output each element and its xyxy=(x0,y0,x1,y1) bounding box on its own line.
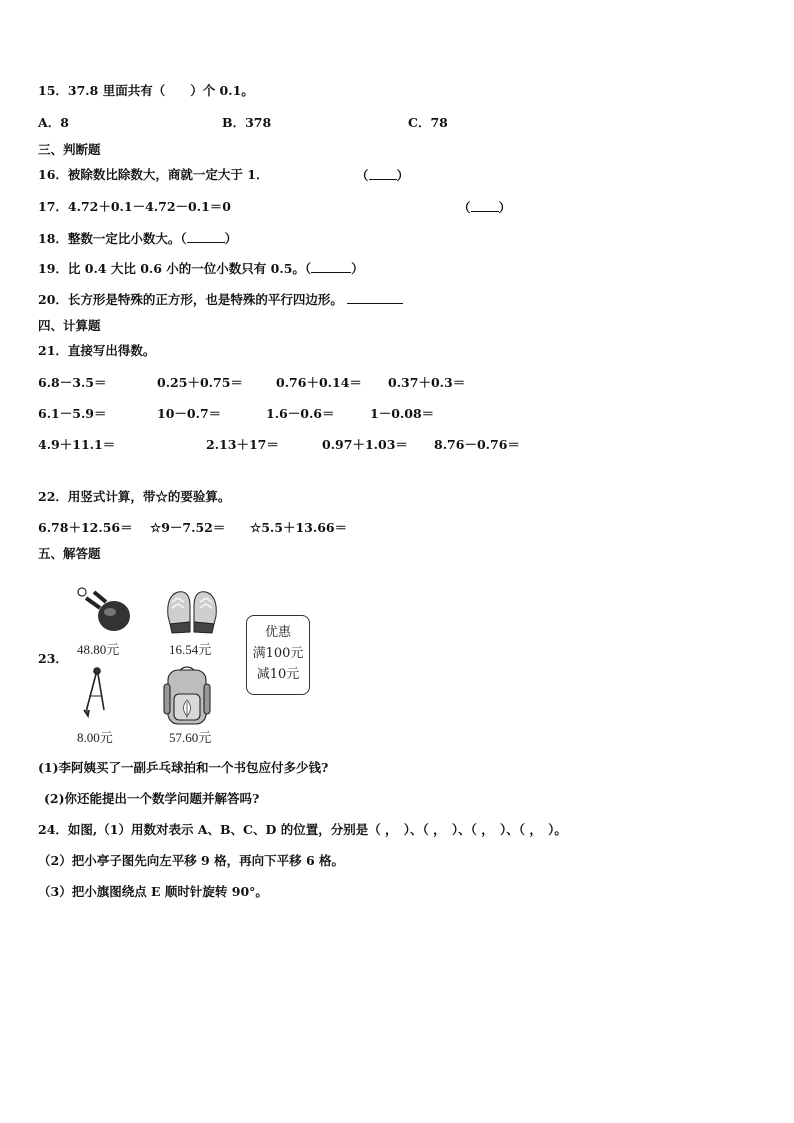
q18-answer-blank[interactable] xyxy=(187,230,225,243)
q19-line: 19．比 0.4 大比 0.6 小的一位小数只有 0.5。（ ） xyxy=(38,261,364,276)
q23-price-compass: 8.00元 xyxy=(77,730,113,745)
q23-price-gloves: 16.54元 xyxy=(169,642,212,657)
schoolbag-icon xyxy=(160,664,214,728)
q16-answer-blank[interactable] xyxy=(369,167,397,180)
promo-box xyxy=(246,615,310,695)
q21-expr: 0.76＋0.14＝ xyxy=(276,375,362,390)
q22-expr: ☆9－7.52＝ xyxy=(150,520,226,535)
q15-stem: 15．37.8 里面共有（ ）个 0.1。 xyxy=(38,83,254,98)
q21-expr: 10－0.7＝ xyxy=(157,406,222,421)
promo-line: 减10元 xyxy=(256,667,300,682)
q17-text: 17．4.72＋0.1－4.72－0.1＝0 xyxy=(38,199,231,214)
ping-pong-paddle-icon xyxy=(72,584,134,636)
q24-line3: （3）把小旗图绕点 E 顺时针旋转 90°。 xyxy=(38,884,268,899)
q17-answer-bracket: （ ） xyxy=(458,200,512,215)
q22-stem: 22．用竖式计算，带☆的要验算。 xyxy=(38,489,231,504)
q20-answer-blank[interactable] xyxy=(347,291,403,304)
q23-sub2: (2)你还能提出一个数学问题并解答吗? xyxy=(44,791,260,806)
q21-expr: 0.25＋0.75＝ xyxy=(157,375,243,390)
q19-text: 19．比 0.4 大比 0.6 小的一位小数只有 0.5。（ xyxy=(38,261,312,276)
section-4-heading: 四、计算题 xyxy=(38,318,101,333)
q17-answer-blank[interactable] xyxy=(471,199,499,212)
q19-answer-blank[interactable] xyxy=(311,260,351,273)
q21-expr: 0.37＋0.3＝ xyxy=(388,375,466,390)
q21-expr: 0.97＋1.03＝ xyxy=(322,437,408,452)
section-5-heading: 五、解答题 xyxy=(38,546,101,561)
q15-option-c: C．78 xyxy=(408,115,448,130)
q18-line: 18．整数一定比小数大。（ ） xyxy=(38,231,238,246)
q21-expr: 1－0.08＝ xyxy=(370,406,435,421)
q23-price-schoolbag: 57.60元 xyxy=(169,730,212,745)
promo-line: 优惠 xyxy=(264,625,291,640)
compass-icon xyxy=(80,666,110,718)
q15-option-a: A．8 xyxy=(38,115,69,130)
q20-text: 20．长方形是特殊的正方形，也是特殊的平行四边形。 xyxy=(38,292,343,307)
q15-option-b: B．378 xyxy=(222,115,272,130)
gloves-icon xyxy=(164,586,220,636)
q21-expr: 8.76－0.76＝ xyxy=(434,437,520,452)
q21-expr: 6.8－3.5＝ xyxy=(38,375,107,390)
q21-expr: 6.1－5.9＝ xyxy=(38,406,107,421)
q23-sub1: (1)李阿姨买了一副乒乓球拍和一个书包应付多少钱? xyxy=(38,760,329,775)
q23-price-paddle: 48.80元 xyxy=(77,642,120,657)
q22-expr: 6.78＋12.56＝ xyxy=(38,520,133,535)
q18-text: 18．整数一定比小数大。（ xyxy=(38,231,187,246)
q24-line2: （2）把小亭子图先向左平移 9 格，再向下平移 6 格。 xyxy=(38,853,345,868)
q16-answer-bracket: （ ） xyxy=(356,168,410,183)
q21-stem: 21．直接写出得数。 xyxy=(38,343,156,358)
q16-text: 16．被除数比除数大，商就一定大于 1． xyxy=(38,167,269,182)
q21-expr: 4.9＋11.1＝ xyxy=(38,437,116,452)
promo-line: 满100元 xyxy=(252,646,304,661)
q24-line1: 24．如图,（1）用数对表示 A、B、C、D 的位置，分别是（ ， ）、（ ， ）、（ ， ）、（ ， ）。 xyxy=(38,822,567,837)
q21-expr: 1.6－0.6＝ xyxy=(266,406,335,421)
q20-line xyxy=(38,291,403,308)
q22-expr: ☆5.5＋13.66＝ xyxy=(250,520,348,535)
section-3-heading: 三、判断题 xyxy=(38,142,101,157)
q23-number: 23． xyxy=(38,651,68,666)
q21-expr: 2.13＋17＝ xyxy=(206,437,279,452)
